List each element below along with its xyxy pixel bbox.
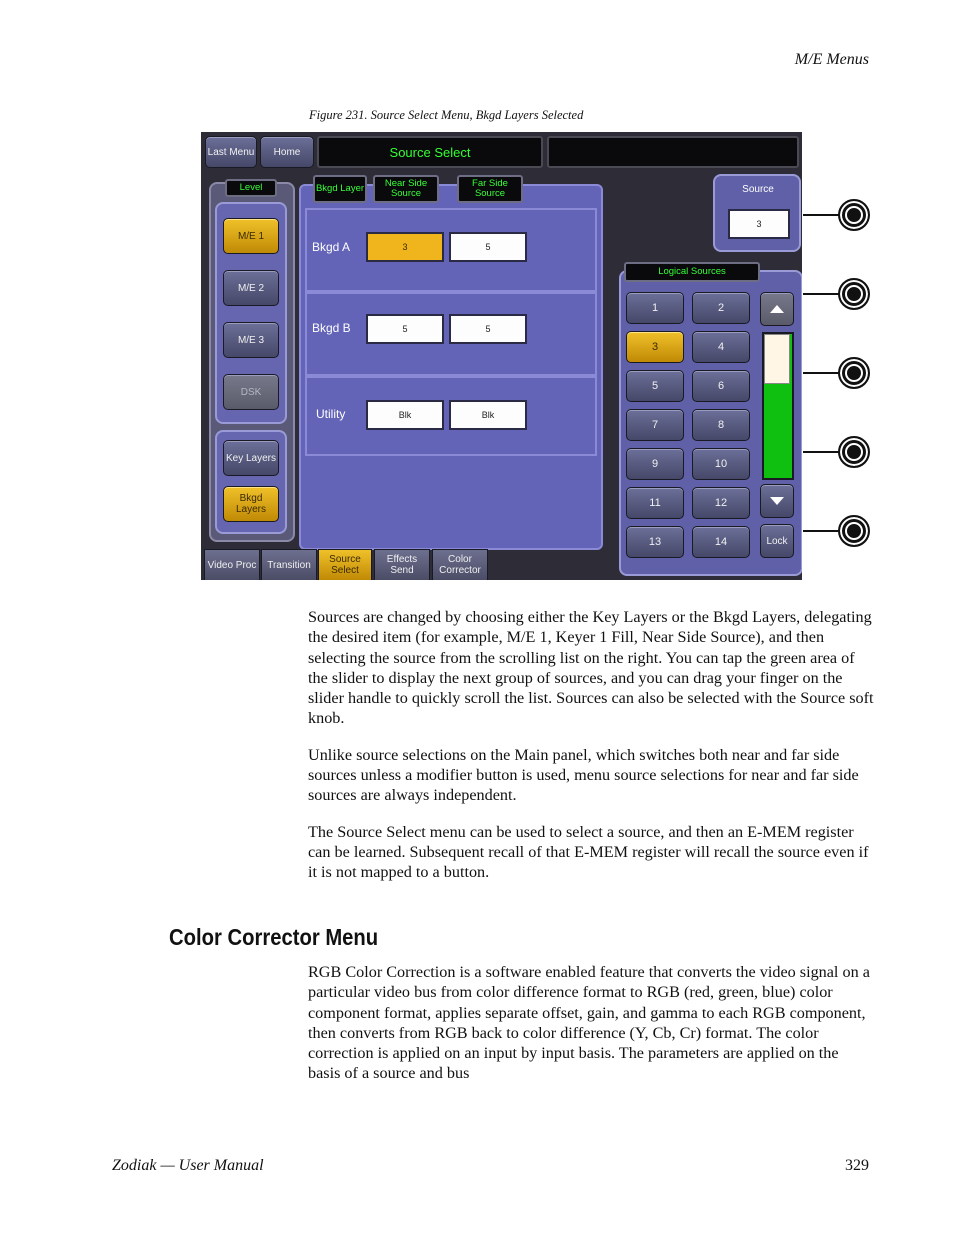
paragraph: The Source Select menu can be used to select a source, and then an E-MEM register can be learned. Subsequent recall of that E-MEM register will recall the source even if it is not mapped to a button. [308, 822, 869, 882]
bkgd-a-far-field[interactable]: 5 [449, 232, 527, 262]
tab-video-proc[interactable]: Video Proc [204, 549, 260, 580]
key-layers-button[interactable]: Key Layers [223, 440, 279, 476]
scroll-up-button[interactable] [760, 292, 794, 326]
level-label: Level [225, 179, 277, 197]
paragraph: RGB Color Correction is a software enabled feature that converts the video signal on a particular video bus from color difference format to RGB (red, green, blue) color component format, applies separate offset, gain, and gamma to each RGB component, then converts from RGB back to color difference (Y, Cb, Cr) format. The color correction is applied on an input by input basis. The parameters are applied on the basis of a source and bus [308, 963, 870, 1083]
tab-source-select[interactable]: Source Select [318, 549, 372, 580]
source-button-4[interactable]: 4 [692, 331, 750, 363]
tab-transition[interactable]: Transition [261, 549, 317, 580]
utility-far-field[interactable]: Blk [449, 400, 527, 430]
page-number: 329 [845, 1157, 869, 1174]
knob-callout-line [803, 293, 841, 295]
last-menu-button[interactable]: Last Menu [205, 136, 257, 168]
soft-knob-icon [838, 278, 870, 310]
source-button-5[interactable]: 5 [626, 370, 684, 402]
source-button-13[interactable]: 13 [626, 526, 684, 558]
level-me2-button[interactable]: M/E 2 [223, 270, 279, 306]
source-button-8[interactable]: 8 [692, 409, 750, 441]
menu-title: Source Select [317, 136, 543, 168]
arrow-down-icon [770, 497, 784, 505]
source-button-1[interactable]: 1 [626, 292, 684, 324]
tab-color-corrector[interactable]: Color Corrector [432, 549, 488, 580]
source-readout-label: Source [742, 184, 774, 195]
soft-knob-icon [838, 199, 870, 231]
knob-callout-line [803, 214, 841, 216]
scroll-down-button[interactable] [760, 484, 794, 518]
knob-callout-line [803, 451, 841, 453]
running-header: M/E Menus [794, 51, 869, 68]
row-label: Utility [316, 407, 346, 421]
row-label: Bkgd A [312, 240, 351, 254]
status-bar [547, 136, 799, 168]
near-side-source-column-label: Near Side Source [373, 175, 439, 203]
section-heading: Color Corrector Menu [169, 924, 379, 950]
source-value-field[interactable]: 3 [728, 209, 790, 239]
paragraph: Sources are changed by choosing either the Key Layers or the Bkgd Layers, delegating the desired item (for example, M/E 1, Keyer 1 Fill, Near Side Source), and then selecting the source from the scrolling list on the right. You can tap the green area of the slider to display the next group of sources, and you can drag your finger on the slider handle to quickly scroll the list. Sources can also be selected with the Source soft knob. [308, 608, 874, 728]
level-me1-button[interactable]: M/E 1 [223, 218, 279, 254]
source-button-10[interactable]: 10 [692, 448, 750, 480]
soft-knob-icon [838, 357, 870, 389]
level-me3-button[interactable]: M/E 3 [223, 322, 279, 358]
source-button-2[interactable]: 2 [692, 292, 750, 324]
bkgd-b-far-field[interactable]: 5 [449, 314, 527, 344]
figure-caption: Figure 231. Source Select Menu, Bkgd Layers Selected [309, 108, 584, 122]
soft-knob-icon [838, 436, 870, 468]
paragraph: Unlike source selections on the Main panel, which switches both near and far side sources unless a modifier button is used, menu source selections for near and far side sources are always independent. [308, 745, 859, 805]
footer-title: Zodiak — User Manual [112, 1157, 264, 1174]
home-button[interactable]: Home [260, 136, 314, 168]
bkgd-layers-button[interactable]: Bkgd Layers [223, 486, 279, 522]
source-button-9[interactable]: 9 [626, 448, 684, 480]
section-body [308, 962, 874, 1100]
source-button-14[interactable]: 14 [692, 526, 750, 558]
bkgd-b-near-field[interactable]: 5 [366, 314, 444, 344]
level-dsk-button[interactable]: DSK [223, 374, 279, 410]
source-button-6[interactable]: 6 [692, 370, 750, 402]
source-button-11[interactable]: 11 [626, 487, 684, 519]
far-side-source-column-label: Far Side Source [457, 175, 523, 203]
source-button-12[interactable]: 12 [692, 487, 750, 519]
soft-knob-icon [838, 515, 870, 547]
source-select-menu-screenshot [201, 132, 802, 580]
knob-callout-line [803, 530, 841, 532]
logical-sources-label: Logical Sources [624, 262, 760, 282]
scroll-slider-handle[interactable] [764, 334, 790, 384]
bkgd-a-near-field[interactable]: 3 [366, 232, 444, 262]
lock-button[interactable]: Lock [760, 524, 794, 558]
source-button-7[interactable]: 7 [626, 409, 684, 441]
row-label: Bkgd B [312, 321, 351, 335]
tab-effects-send[interactable]: Effects Send [374, 549, 430, 580]
source-button-3[interactable]: 3 [626, 331, 684, 363]
knob-callout-line [803, 372, 841, 374]
body-text [308, 607, 874, 899]
bkgd-layer-column-label: Bkgd Layer [313, 175, 367, 203]
arrow-up-icon [770, 305, 784, 313]
utility-near-field[interactable]: Blk [366, 400, 444, 430]
